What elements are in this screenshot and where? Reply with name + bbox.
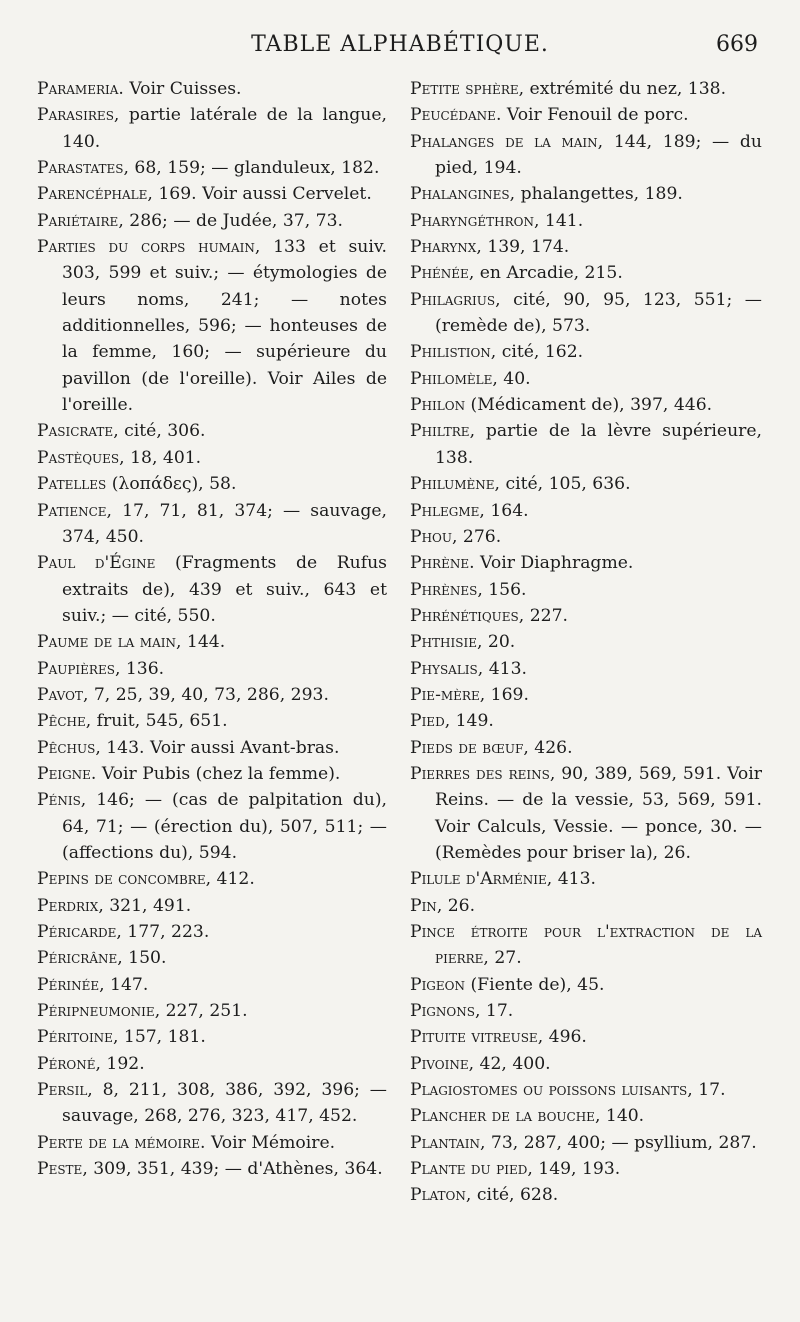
index-entry: Perdrix, 321, 491. — [37, 895, 192, 916]
index-entry: Plantain, 73, 287, 400; — psyllium, 287. — [410, 1132, 757, 1153]
index-entry: Pilule d'Arménie, 413. — [410, 869, 596, 890]
index-entry: Phrènes, 156. — [410, 579, 527, 600]
index-entry: Pariétaire, 286; — de Judée, 37, 73. — [37, 210, 343, 231]
index-entry: Pierres des reins, 90, 389, 569, 591. Voir Reins. — de la vessie, 53, 569, 591. Voir Calculs, Vessie. — ponce, 30. — (Remèdes pour briser la), 26. — [410, 763, 762, 863]
index-entry: Paume de la main, 144. — [37, 632, 226, 653]
index-entry: Perte de la mémoire. Voir Mémoire. — [37, 1132, 336, 1153]
index-entry: Pin, 26. — [410, 895, 476, 916]
index-entry: Philon (Médicament de), 397, 446. — [410, 395, 713, 416]
index-entry: Pituite vitreuse, 496. — [410, 1027, 587, 1048]
index-entry: Patelles (λοπάδες), 58. — [37, 474, 237, 495]
index-entry: Pivoine, 42, 400. — [410, 1053, 551, 1074]
index-entry: Petite sphère, extrémité du nez, 138. — [410, 79, 727, 99]
index-entry: Pie-mère, 169. — [410, 684, 529, 705]
index-entry: Physalis, 413. — [410, 658, 527, 679]
index-entry: Philagrius, cité, 90, 95, 123, 551; — (remède de), 573. — [410, 289, 762, 337]
index-column-left — [37, 76, 387, 1182]
index-column-right — [410, 76, 762, 1209]
index-entry: Paul d'Égine (Fragments de Rufus extraits de), 439 et suiv., 643 et suiv.; — cité, 550. — [37, 553, 387, 626]
page-number: 669 — [716, 32, 758, 57]
index-entry: Phalangines, phalangettes, 189. — [410, 184, 683, 205]
index-entry: Philistion, cité, 162. — [410, 342, 584, 363]
index-entry: Parencéphale, 169. Voir aussi Cervelet. — [37, 184, 372, 205]
index-entry: Phalanges de la main, 144, 189; — du pied, 194. — [410, 131, 762, 179]
index-entry: Phou, 276. — [410, 526, 502, 547]
index-entry: Plante du pied, 149, 193. — [410, 1159, 621, 1180]
index-entry: Plagiostomes ou poissons luisants, 17. — [410, 1080, 726, 1101]
running-title: TABLE ALPHABÉTIQUE. — [251, 32, 549, 57]
index-entry: Phrénétiques, 227. — [410, 605, 568, 626]
index-entry: Pigeon (Fiente de), 45. — [410, 974, 605, 995]
index-entry: Pharynx, 139, 174. — [410, 237, 570, 258]
index-entry: Plancher de la bouche, 140. — [410, 1106, 645, 1127]
index-entry: Péricarde, 177, 223. — [37, 922, 210, 942]
index-entry: Pénis, 146; — (cas de palpitation du), 64, 71; — (érection du), 507, 511; — (affections du), 594. — [37, 790, 387, 863]
index-entry: Persil, 8, 211, 308, 386, 392, 396; — sauvage, 268, 276, 323, 417, 452. — [37, 1080, 387, 1127]
index-entry: Philomèle, 40. — [410, 368, 531, 389]
index-entry: Platon, cité, 628. — [410, 1185, 559, 1206]
index-entry: Pêche, fruit, 545, 651. — [37, 711, 228, 732]
index-entry: Péroné, 192. — [37, 1053, 145, 1074]
index-entry: Pasicrate, cité, 306. — [37, 421, 206, 442]
index-entry: Parastates, 68, 159; — glanduleux, 182. — [37, 158, 380, 179]
index-entry: Phénée, en Arcadie, 215. — [410, 263, 623, 284]
index-entry: Périnée, 147. — [37, 974, 149, 995]
index-entry: Pied, 149. — [410, 711, 494, 732]
index-entry: Phlegme, 164. — [410, 500, 529, 521]
index-entry: Péritoine, 157, 181. — [37, 1027, 206, 1048]
index-entry: Pêchus, 143. Voir aussi Avant-bras. — [37, 737, 340, 758]
index-entry: Pharyngéthron, 141. — [410, 210, 584, 231]
index-entry: Peste, 309, 351, 439; — d'Athènes, 364. — [37, 1159, 383, 1180]
index-entry: Philtre, partie de la lèvre supérieure, 138. — [410, 421, 762, 468]
index-entry: Pepins de concombre, 412. — [37, 869, 255, 890]
index-entry: Peucédane. Voir Fenouil de porc. — [410, 105, 689, 126]
index-entry: Phthisie, 20. — [410, 632, 516, 653]
index-entry: Peigne. Voir Pubis (chez la femme). — [37, 763, 341, 784]
index-entry: Patience, 17, 71, 81, 374; — sauvage, 374, 450. — [37, 500, 387, 547]
index-entry: Paupières, 136. — [37, 658, 165, 679]
index-entry: Pavot, 7, 25, 39, 40, 73, 286, 293. — [37, 684, 329, 705]
index-entry: Parties du corps humain, 133 et suiv. 303, 599 et suiv.; — étymologies de leurs noms, 241; — notes additionnelles, 596; — honteuses de la femme, 160; — supérieure du pavillon (de l'oreille). Voir Ailes de l'oreille. — [37, 237, 387, 416]
index-entry: Pince étroite pour l'extraction de la pierre, 27. — [410, 922, 762, 969]
index-entry: Pieds de bœuf, 426. — [410, 737, 573, 758]
index-entry: Pastèques, 18, 401. — [37, 447, 202, 468]
index-entry: Péripneumonie, 227, 251. — [37, 1001, 248, 1022]
index-entry: Parasires, partie latérale de la langue, 140. — [37, 105, 387, 152]
index-entry: Pignons, 17. — [410, 1001, 514, 1022]
index-entry: Phrène. Voir Diaphragme. — [410, 553, 634, 574]
index-entry: Péricrâne, 150. — [37, 948, 167, 969]
index-entry: Philumène, cité, 105, 636. — [410, 474, 631, 495]
index-entry: Parameria. Voir Cuisses. — [37, 79, 242, 99]
